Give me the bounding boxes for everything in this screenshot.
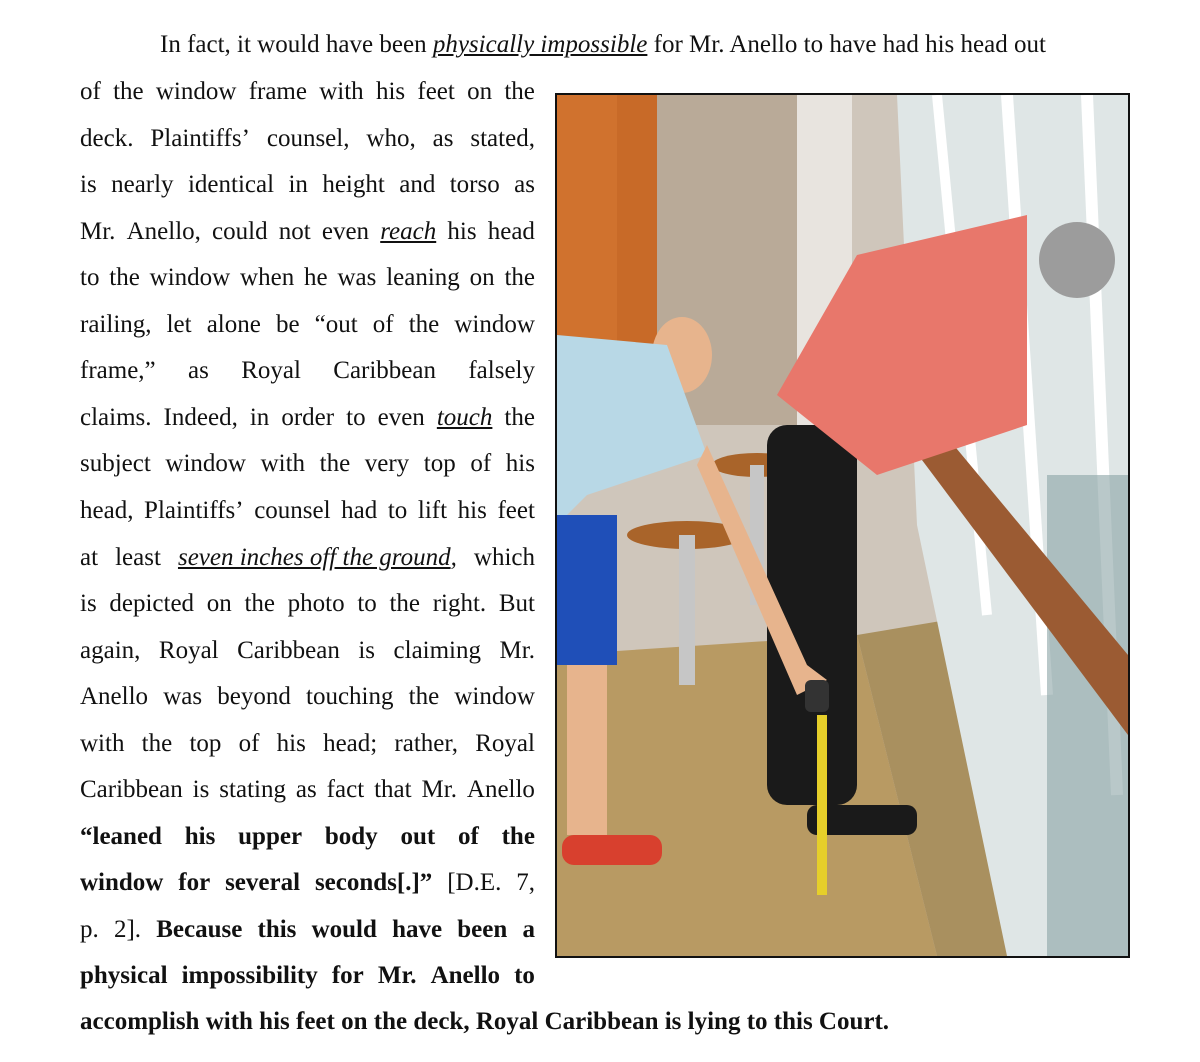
text-line	[80, 822, 535, 852]
text-word: in	[288, 171, 308, 199]
text-word: Plaintiffs’	[150, 124, 250, 152]
text-word: physical	[80, 962, 168, 990]
text-word: on	[206, 590, 232, 618]
text-word: his	[276, 729, 306, 757]
text-line	[80, 868, 535, 898]
text-word: lift	[417, 496, 448, 524]
text-word: subject	[80, 450, 151, 478]
bar-stool-post	[679, 535, 695, 685]
text-word: as	[188, 357, 209, 385]
text-line	[80, 310, 535, 340]
text-word: Anello	[466, 776, 535, 804]
text-word: Indeed,	[163, 403, 238, 431]
text-word: to	[387, 496, 408, 524]
text-word: the	[504, 403, 535, 431]
text-word: with	[80, 729, 125, 757]
text-word: [D.E.	[447, 869, 502, 897]
text-word: he	[304, 264, 328, 292]
text-word: at	[80, 543, 99, 571]
text-word: the	[141, 729, 173, 757]
text-word: for	[331, 962, 364, 990]
text-line	[80, 496, 535, 526]
text-word: the	[113, 78, 144, 105]
text-word: as	[295, 776, 317, 804]
text-word: least	[115, 543, 161, 571]
text-word: reach	[380, 217, 437, 245]
text-word: and	[399, 171, 436, 199]
text-word: the	[408, 683, 440, 711]
text-line	[80, 682, 535, 712]
text-word: frame,”	[80, 357, 156, 385]
text-word: counsel,	[266, 124, 350, 152]
text-word: of	[238, 729, 260, 757]
text-line	[80, 636, 535, 666]
text-word: his	[184, 822, 216, 850]
paragraph-first-line	[160, 30, 1046, 60]
text-word: top	[423, 450, 456, 478]
text-word: Mr.	[421, 776, 457, 804]
text-word: 7,	[516, 869, 535, 897]
first-line-lead: In fact, it would have been	[160, 31, 427, 58]
emphasis-physically-impossible: physically impossible	[432, 31, 648, 58]
text-word: 2].	[113, 915, 142, 943]
text-word: ,	[450, 543, 457, 571]
text-word: Caribbean	[237, 636, 340, 664]
photo-illustration	[557, 95, 1128, 956]
text-word: alone	[206, 310, 261, 338]
text-word: upper	[238, 822, 303, 850]
text-word: who,	[366, 124, 416, 152]
text-word: been	[457, 915, 508, 943]
text-word: even	[377, 403, 425, 431]
text-word: head,	[80, 496, 134, 524]
text-word: a	[522, 915, 535, 943]
text-word: is	[192, 776, 210, 804]
text-word: beyond	[217, 683, 291, 711]
text-word: head;	[323, 729, 378, 757]
text-word: feet	[417, 78, 455, 105]
text-word: body	[324, 822, 378, 850]
text-word: his	[375, 78, 406, 105]
text-word: the	[408, 310, 440, 338]
text-word: was	[337, 264, 377, 292]
text-word: the	[389, 590, 420, 618]
text-line	[80, 263, 535, 293]
text-word: as	[432, 124, 454, 152]
text-word: impossibility	[181, 962, 318, 990]
text-word: to	[346, 403, 366, 431]
first-line-tail: for Mr. Anello to have had his head out	[653, 31, 1046, 58]
text-word: leaning	[386, 264, 460, 292]
text-word: is	[80, 171, 97, 199]
text-word: torso	[449, 171, 500, 199]
text-word: the	[109, 264, 140, 292]
text-word: of	[372, 310, 394, 338]
text-word: Royal	[158, 636, 219, 664]
text-word: of	[470, 450, 492, 478]
text-line	[80, 356, 535, 386]
text-word: top	[189, 729, 222, 757]
text-word: window	[80, 869, 164, 897]
text-word: that	[374, 776, 412, 804]
leaning-man-head	[1039, 222, 1115, 298]
text-word: touch	[436, 403, 493, 431]
text-word: be	[275, 310, 300, 338]
text-word: Caribbean	[80, 776, 183, 804]
text-word: is	[80, 590, 97, 618]
text-word: window	[149, 264, 231, 292]
text-word: had	[341, 496, 378, 524]
text-word: could	[212, 217, 268, 245]
text-line	[80, 449, 535, 479]
text-word: head	[487, 217, 535, 245]
text-word: fact	[326, 776, 365, 804]
text-line	[80, 543, 535, 573]
text-word: depicted	[109, 590, 195, 618]
text-word: railing,	[80, 310, 152, 338]
text-word: the	[501, 822, 535, 850]
measuring-tape	[817, 715, 827, 895]
text-word: Plaintiffs’	[144, 496, 244, 524]
text-word: stating	[219, 776, 286, 804]
text-word: to	[357, 590, 377, 618]
text-line	[80, 775, 535, 805]
text-word: p.	[80, 915, 99, 943]
text-word: let	[166, 310, 192, 338]
text-word: his	[505, 450, 535, 478]
text-word: counsel	[254, 496, 331, 524]
text-line	[80, 217, 535, 247]
text-word: have	[392, 915, 443, 943]
text-word: frame	[248, 78, 307, 105]
paragraph-last-line: accomplish with his feet on the deck, Royal Caribbean is lying to this Court.	[80, 1008, 890, 1035]
text-word: Royal	[241, 357, 301, 385]
text-line	[80, 124, 535, 154]
orange-wall-panel-2	[617, 95, 657, 345]
text-line	[80, 170, 535, 200]
text-word: the	[244, 590, 275, 618]
measuring-man-shorts	[557, 515, 617, 665]
text-word: claims.	[80, 403, 152, 431]
text-word: the	[504, 78, 535, 105]
text-word: Because	[156, 915, 243, 943]
text-word: identical	[187, 171, 275, 199]
tape-measure-case	[805, 680, 829, 712]
text-word: as	[514, 171, 535, 199]
text-word: Mr.	[377, 962, 417, 990]
text-word: stated,	[470, 124, 535, 152]
text-word: seven inches off the ground,	[177, 543, 457, 571]
orange-wall-panel	[557, 95, 617, 375]
text-word: the	[504, 264, 535, 292]
text-word: of	[457, 822, 479, 850]
text-word: touching	[306, 683, 394, 711]
text-word: his	[447, 217, 477, 245]
text-word: But	[498, 590, 535, 618]
text-word: “leaned	[80, 822, 162, 850]
text-word: of	[80, 78, 101, 105]
text-word: deck.	[80, 124, 134, 152]
text-word: with	[319, 78, 364, 105]
text-line	[80, 589, 535, 619]
text-word: right.	[432, 590, 487, 618]
text-word: this	[257, 915, 297, 943]
text-word: Mr.	[80, 217, 116, 245]
text-word: is	[358, 636, 376, 664]
text-word: feet	[497, 496, 535, 524]
text-word: “out	[314, 310, 358, 338]
text-word: in	[249, 403, 270, 431]
text-word: window	[454, 310, 535, 338]
text-word: Mr.	[499, 636, 535, 664]
text-word: window	[454, 683, 535, 711]
text-word: several	[225, 869, 301, 897]
text-line	[80, 77, 535, 107]
text-word: rather,	[394, 729, 458, 757]
text-line	[80, 961, 535, 991]
text-word: which	[473, 543, 535, 571]
text-line	[80, 729, 535, 759]
text-word: window	[165, 450, 246, 478]
text-word: was	[163, 683, 203, 711]
measuring-man-leg	[567, 665, 607, 835]
text-word: seconds[.]”	[314, 869, 433, 897]
text-line	[80, 915, 535, 945]
text-word: on	[469, 264, 495, 292]
text-word: window	[155, 78, 237, 105]
red-sneaker	[562, 835, 662, 865]
text-word: height	[322, 171, 385, 199]
text-word: falsely	[468, 357, 535, 385]
text-word: very	[364, 450, 410, 478]
text-word: when	[240, 264, 295, 292]
text-word: again,	[80, 636, 141, 664]
text-line	[80, 403, 535, 433]
text-word: not	[278, 217, 311, 245]
text-word: order	[281, 403, 335, 431]
text-word: would	[311, 915, 377, 943]
text-word: Caribbean	[333, 357, 436, 385]
text-word: on	[467, 78, 493, 105]
text-word: the	[319, 450, 351, 478]
text-word: to	[80, 264, 100, 292]
text-word: for	[178, 869, 211, 897]
text-word: out	[400, 822, 436, 850]
text-word: to	[514, 962, 535, 990]
text-word: Anello,	[126, 217, 201, 245]
text-word: with	[260, 450, 306, 478]
text-word: photo	[287, 590, 345, 618]
text-word: Anello	[80, 683, 149, 711]
text-word: Anello	[430, 962, 501, 990]
evidence-photo	[555, 93, 1130, 958]
text-word: even	[321, 217, 370, 245]
text-word: Royal	[475, 729, 535, 757]
text-word: claiming	[393, 636, 482, 664]
text-word: his	[457, 496, 487, 524]
text-word: nearly	[111, 171, 174, 199]
